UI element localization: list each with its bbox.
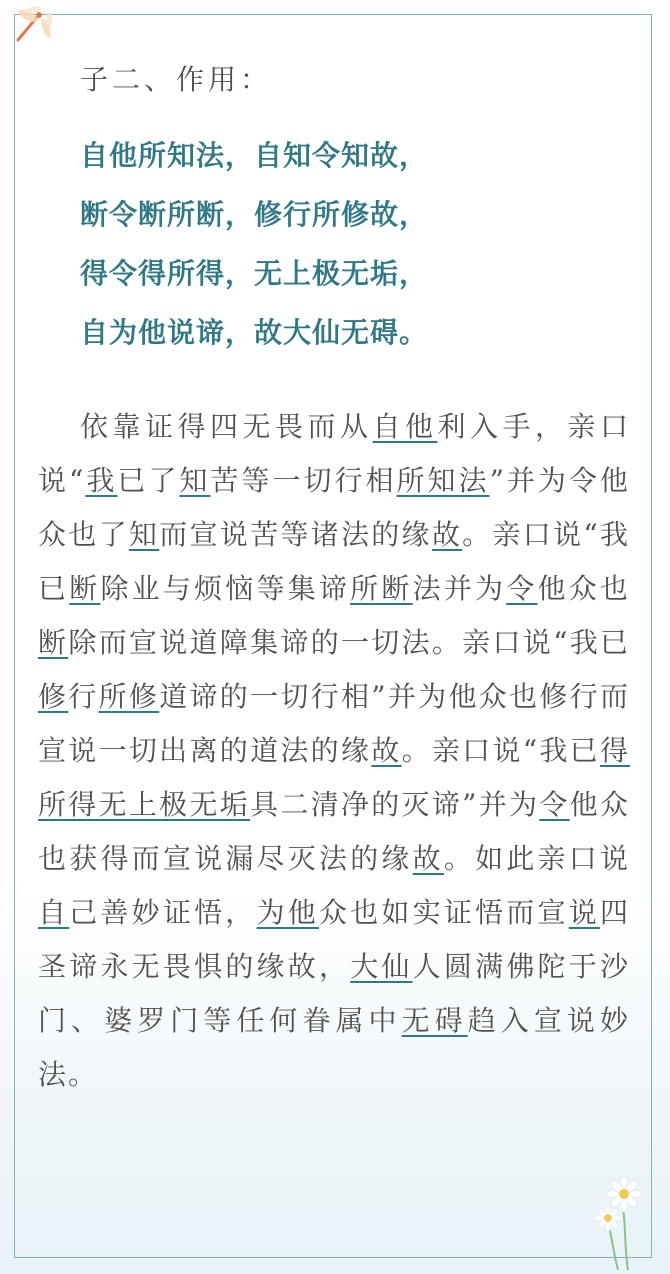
commentary-paragraph	[38, 400, 630, 1102]
commentary-text: 趋入宣说妙法。	[38, 1004, 630, 1091]
commentary-text: 。如此亲口说	[443, 842, 630, 875]
commentary-text: ”并为令他众也了	[38, 464, 630, 551]
underlined-term: 说	[568, 896, 600, 929]
verse-line: 断令断所断，修行所修故，	[80, 198, 429, 231]
verse-line: 自为他说谛，故大仙无碍。	[80, 316, 429, 349]
commentary-text: 而宣说苦等诸法的缘	[159, 518, 432, 551]
underlined-term: 断	[69, 572, 101, 605]
commentary-text: 除业与烦恼等集谛	[100, 572, 351, 605]
dragonfly-icon	[8, 2, 54, 48]
commentary-text: 众也如实证悟而宣	[318, 896, 569, 929]
commentary-text: 道谛的一切行相”并为他众也修行而宣说一切出离的道法的缘	[38, 680, 630, 767]
commentary-text: 。亲口说“我已	[401, 734, 600, 767]
underlined-term: 故	[431, 518, 463, 551]
commentary-text: 法并为	[412, 572, 507, 605]
underlined-term: 大仙	[350, 950, 413, 983]
underlined-term: 所知法	[396, 464, 490, 497]
underlined-term: 自	[38, 896, 70, 929]
underlined-term: 令	[506, 572, 538, 605]
underlined-term: 断	[38, 626, 69, 659]
commentary-text: 他众也获得而宣说漏尽灭法的缘	[38, 788, 630, 875]
commentary-text: 具二清净的灭谛”并为	[250, 788, 540, 821]
underlined-term: 修	[38, 680, 69, 713]
daisy-flowers-icon	[574, 1160, 664, 1270]
commentary-text: 除而宣说道障集谛的一切法。亲口说“我已	[68, 626, 630, 659]
commentary-text: 他众也	[537, 572, 630, 605]
underlined-term: 无碍	[401, 1004, 468, 1037]
underlined-term: 得所得无上极无垢	[38, 734, 630, 821]
commentary-text: 利入手，亲口说“	[38, 410, 630, 497]
article-content	[38, 52, 630, 1102]
underlined-term: 自他	[372, 410, 438, 443]
commentary-text: 人圆满佛陀于沙门、婆罗门等任何眷属中	[38, 950, 630, 1037]
section-heading: 子二、作用：	[80, 63, 273, 96]
underlined-term: 知	[128, 518, 160, 551]
underlined-term: 为他	[256, 896, 319, 929]
verse-line: 自他所知法，自知令知故，	[80, 139, 429, 172]
commentary-text: 。亲口说“我已	[38, 518, 630, 605]
commentary-text: 依靠证得四无畏而从	[80, 410, 373, 443]
underlined-term: 故	[412, 842, 444, 875]
verse-line: 得令得所得，无上极无垢，	[80, 257, 429, 290]
commentary-text: 行	[68, 680, 99, 713]
underlined-term: 故	[371, 734, 402, 767]
underlined-term: 我	[85, 464, 118, 497]
commentary-text: 已了	[117, 464, 180, 497]
commentary-text: 四圣谛永无畏惧的缘故，	[38, 896, 630, 983]
commentary-text: 己善妙证悟，	[69, 896, 257, 929]
commentary-text: 苦等一切行相	[210, 464, 397, 497]
underlined-term: 所断	[350, 572, 413, 605]
verse-block	[80, 126, 630, 362]
underlined-term: 令	[539, 788, 570, 821]
underlined-term: 所修	[98, 680, 160, 713]
underlined-term: 知	[179, 464, 211, 497]
